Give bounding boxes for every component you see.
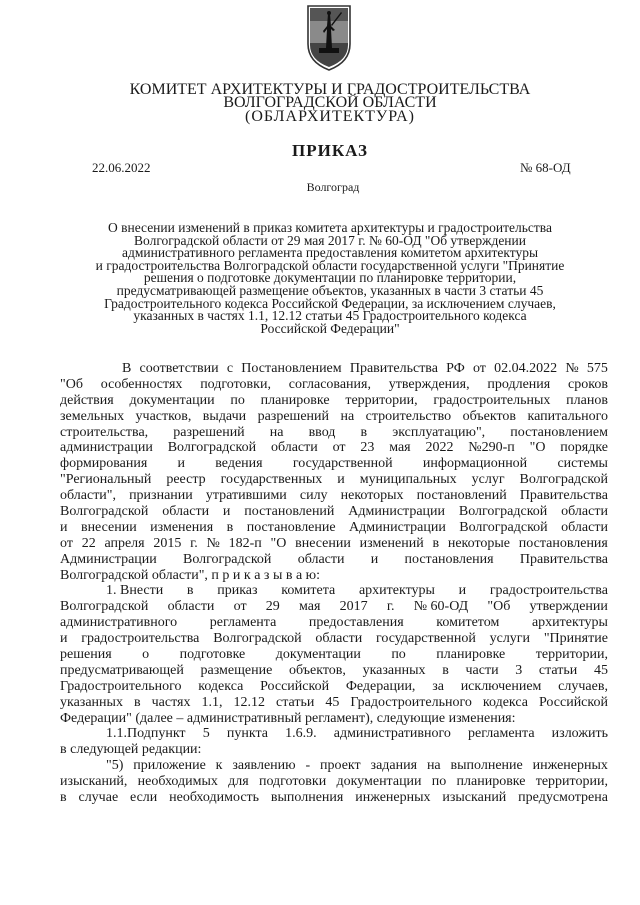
- body-word: изысканий,: [60, 774, 128, 790]
- body-word: Федерации" (далее – административный регламент), следующие изменения:: [60, 710, 516, 726]
- body-word: области: [270, 440, 318, 456]
- body-line: [60, 488, 608, 504]
- body-word: 2022: [425, 440, 454, 456]
- body-line: [60, 790, 608, 806]
- body-word: услуги: [489, 631, 531, 647]
- body-word: инженерных: [355, 790, 431, 806]
- body-line: [60, 377, 608, 393]
- body-word: постановлений: [244, 504, 335, 520]
- body-word: в следующей редакции:: [60, 742, 202, 758]
- body-word: Правительства: [519, 551, 608, 567]
- body-word: 2017: [339, 599, 368, 615]
- body-word: "Региональный: [60, 472, 152, 488]
- body-word: утверждения,: [388, 376, 470, 392]
- body-word: мая: [298, 599, 321, 615]
- body-word: градостроительных: [433, 392, 551, 408]
- body-line: [60, 393, 608, 409]
- body-word: администрации: [60, 440, 153, 456]
- body-word: изложить: [551, 726, 608, 742]
- subject-line: Градостроительного кодекса Российской Федерации, за исключением случаев,: [104, 295, 556, 311]
- body-word: подготовки,: [200, 376, 271, 392]
- body-word: 3: [515, 662, 523, 678]
- body-word: области: [561, 504, 608, 520]
- body-word: Правительства: [349, 361, 438, 376]
- body-word: статьи: [538, 662, 578, 678]
- body-word: постановления: [518, 535, 608, 551]
- body-word: и: [458, 583, 467, 599]
- body-word: архитектуры: [531, 615, 608, 631]
- document-title: ПРИКАЗ: [292, 141, 368, 160]
- body-word: изменений: [359, 535, 424, 551]
- body-line: [60, 583, 608, 599]
- body-word: от: [233, 599, 247, 615]
- body-word: к: [215, 758, 223, 774]
- body-word: от: [472, 361, 486, 376]
- body-word: Волгоградской: [519, 472, 608, 488]
- body-word: выполнения: [270, 790, 344, 806]
- body-word: случаев,: [558, 678, 608, 694]
- body-word: 02.04.2022: [494, 361, 558, 376]
- body-word: Администрации: [348, 504, 446, 520]
- order-number: № 68-ОД: [520, 160, 571, 175]
- body-word: "Принятие: [543, 631, 608, 647]
- body-word: информационной: [422, 456, 528, 472]
- body-word: внесении: [80, 519, 137, 535]
- body-word: мая: [389, 440, 411, 456]
- body-word: государственных: [220, 472, 323, 488]
- body-word: Волгоградской: [459, 519, 548, 535]
- body-word: проект: [320, 758, 361, 774]
- body-word: "Об: [60, 376, 83, 392]
- body-word: 1.6.9.: [285, 726, 317, 742]
- body-line: [60, 711, 608, 727]
- body-word: градостроительства: [489, 583, 608, 599]
- body-word: эксплуатацию",: [392, 424, 486, 440]
- body-word: услуг: [471, 472, 505, 488]
- body-line: [60, 742, 608, 758]
- body-word: 1.1.Подпункт: [106, 726, 186, 742]
- body-word: земельных: [60, 408, 125, 424]
- body-word: комитетом: [436, 615, 500, 631]
- body-word: Волгоградской: [213, 631, 302, 647]
- body-word: и: [222, 504, 231, 520]
- body-line: [60, 631, 608, 647]
- body-word: г.: [386, 599, 395, 615]
- body-word: г.: [190, 535, 198, 551]
- body-word: в: [60, 790, 67, 806]
- body-word: -: [305, 758, 311, 774]
- body-word: № 60-ОД: [413, 599, 469, 615]
- body-word: территории,: [345, 392, 418, 408]
- body-word: соответствии: [139, 361, 219, 376]
- body-word: изысканий: [442, 790, 507, 806]
- body-word: 182-п: [228, 535, 262, 551]
- body-word: 45: [593, 662, 608, 678]
- body-word: постановлений: [416, 488, 507, 504]
- body-word: некоторых: [340, 488, 404, 504]
- body-word: участков,: [135, 408, 192, 424]
- subject-line: предусматривающей размещение объектов, указанных в части 3 статьи 45: [116, 282, 544, 298]
- body-line: [60, 599, 608, 615]
- order-date: 22.06.2022: [92, 160, 151, 175]
- body-word: разрешений: [173, 424, 245, 440]
- body-word: В: [122, 361, 132, 376]
- committee-name-line2: ВОЛГОГРАДСКОЙ ОБЛАСТИ: [223, 94, 437, 111]
- body-word: объектов: [462, 408, 517, 424]
- body-word: статьи: [276, 694, 315, 710]
- body-word: по: [230, 392, 245, 408]
- body-word: постановление: [246, 519, 336, 535]
- body-word: Градостроительного: [350, 694, 472, 710]
- body-word: указанных: [362, 662, 426, 678]
- subject-line: и градостроительства Волгоградской области государственной услуги "Принятие: [95, 257, 565, 273]
- body-word: планировке: [260, 392, 330, 408]
- body-word: Федерации,: [345, 678, 416, 694]
- body-word: области: [297, 551, 345, 567]
- body-line: [60, 774, 608, 790]
- committee-abbreviation: (ОБЛАРХИТЕКТУРА): [244, 108, 415, 125]
- body-word: кодекса: [482, 694, 528, 710]
- body-line: [60, 695, 608, 711]
- body-word: Волгоградской: [183, 551, 272, 567]
- body-word: административного: [60, 615, 178, 631]
- body-word: кодекса: [198, 678, 244, 694]
- body-word: и: [177, 456, 186, 472]
- body-line: [60, 552, 608, 568]
- body-word: действия: [60, 392, 114, 408]
- body-word: в: [432, 535, 440, 551]
- body-line: [60, 504, 608, 520]
- body-line: [60, 536, 608, 552]
- body-word: предусматривающей: [60, 662, 184, 678]
- body-word: государственной: [376, 631, 476, 647]
- body-word: 12.12: [233, 694, 265, 710]
- body-word: 23: [360, 440, 375, 456]
- body-word: ведения: [215, 456, 263, 472]
- body-line: [60, 726, 608, 742]
- body-word: подготовке: [179, 647, 246, 663]
- body-word: случае: [78, 790, 119, 806]
- body-word: Администрации: [349, 519, 446, 535]
- body-word: о: [142, 647, 150, 663]
- order-subject: [60, 222, 600, 335]
- body-word: выдачи: [202, 408, 247, 424]
- body-word: сроков: [568, 376, 608, 392]
- body-word: 2015: [153, 535, 182, 551]
- body-word: "О: [270, 535, 287, 551]
- body-word: по: [391, 647, 406, 663]
- body-word: приказ: [217, 583, 258, 599]
- body-line: [60, 647, 608, 663]
- body-word: на: [340, 408, 355, 424]
- body-word: предоставления: [308, 615, 404, 631]
- body-word: выполнение: [450, 758, 523, 774]
- body-word: ввод: [308, 424, 336, 440]
- body-word: планировке: [436, 647, 506, 663]
- subject-line: решения о подготовке документации по планировке территории,: [143, 270, 517, 286]
- body-word: Волгоградской: [167, 440, 257, 456]
- body-word: муниципальных: [359, 472, 457, 488]
- body-word: утверждении: [529, 599, 608, 615]
- body-word: регламента: [209, 615, 277, 631]
- body-word: в: [442, 662, 449, 678]
- body-word: 575: [586, 361, 608, 376]
- body-word: строительство: [365, 408, 452, 424]
- subject-line: Российской Федерации": [260, 320, 400, 336]
- body-word: комитета: [281, 583, 336, 599]
- body-word: силу: [299, 488, 328, 504]
- body-line: [60, 758, 608, 774]
- body-line: [60, 520, 608, 536]
- body-word: исключением: [460, 678, 542, 694]
- body-word: 45: [325, 694, 340, 710]
- body-word: на: [269, 424, 284, 440]
- body-word: и: [337, 472, 345, 488]
- body-word: некоторые: [447, 535, 511, 551]
- body-word: решения: [60, 647, 112, 663]
- body-word: планов: [566, 392, 608, 408]
- body-word: и: [60, 519, 68, 535]
- body-word: согласования,: [288, 376, 371, 392]
- body-line: [60, 361, 608, 377]
- body-word: реестр: [166, 472, 206, 488]
- body-word: 1. Внести: [106, 583, 164, 599]
- body-word: изменения: [150, 519, 214, 535]
- body-word: от: [332, 440, 346, 456]
- body-word: объектов,: [289, 662, 346, 678]
- body-word: в: [360, 424, 368, 440]
- body-line: [60, 472, 608, 488]
- body-word: 5: [202, 726, 210, 742]
- body-word: пункта: [226, 726, 268, 742]
- body-word: Волгоградской области", п р и к а з ы в а ю:: [60, 567, 321, 583]
- body-word: за: [432, 678, 444, 694]
- body-word: 22: [81, 535, 96, 551]
- body-word: утратившими: [205, 488, 287, 504]
- body-word: необходимых: [137, 774, 218, 790]
- body-word: в: [226, 519, 234, 535]
- body-word: внесении: [295, 535, 351, 551]
- body-word: заявлению: [232, 758, 296, 774]
- body-word: в: [186, 583, 194, 599]
- body-line: [60, 425, 608, 441]
- body-word: документации: [336, 774, 422, 790]
- body-word: Волгоградской: [60, 504, 149, 520]
- body-word: приложение: [133, 758, 206, 774]
- body-word: разрешений: [257, 408, 330, 424]
- body-word: частях: [151, 694, 191, 710]
- body-word: в: [133, 694, 141, 710]
- body-line: [60, 663, 608, 679]
- subject-line: административного регламента предоставления комитетом архитектуры: [121, 245, 539, 261]
- body-line: [60, 568, 608, 584]
- body-word: системы: [557, 456, 608, 472]
- body-word: и: [370, 551, 379, 567]
- body-word: Администрации: [60, 551, 157, 567]
- body-word: Российской: [260, 678, 330, 694]
- body-word: государственной: [292, 456, 393, 472]
- body-word: №290-п: [468, 440, 515, 456]
- body-word: строительства,: [60, 424, 149, 440]
- body-word: постановления: [404, 551, 494, 567]
- body-word: указанных: [60, 694, 123, 710]
- body-word: для: [228, 774, 249, 790]
- body-word: регламента: [468, 726, 535, 742]
- body-word: документации: [275, 647, 361, 663]
- body-word: с: [226, 361, 234, 376]
- body-word: "5): [106, 758, 124, 774]
- subject-line: Волгоградской области от 29 мая 2017 г. № 60-ОД "Об утверждении: [134, 232, 526, 248]
- body-word: №: [565, 361, 579, 376]
- body-word: области",: [60, 488, 117, 504]
- body-word: подготовки: [258, 774, 327, 790]
- body-word: РФ: [446, 361, 465, 376]
- order-body: [60, 361, 608, 806]
- volgograd-emblem-icon: [305, 4, 353, 72]
- body-word: области: [162, 504, 210, 520]
- body-word: области: [315, 631, 363, 647]
- body-word: 29: [265, 599, 280, 615]
- body-word: предусмотрена: [518, 790, 608, 806]
- body-word: продления: [487, 376, 551, 392]
- body-word: Российской: [538, 694, 608, 710]
- body-word: капитального: [527, 408, 608, 424]
- body-word: на: [426, 758, 441, 774]
- body-word: области: [561, 519, 608, 535]
- body-word: если: [130, 790, 158, 806]
- order-city: Волгоград: [306, 180, 360, 194]
- body-word: территории,: [535, 647, 608, 663]
- body-line: [60, 440, 608, 456]
- body-word: 1.1,: [201, 694, 223, 710]
- body-word: "Об: [487, 599, 511, 615]
- body-word: инженерных: [532, 758, 608, 774]
- body-word: области: [167, 599, 215, 615]
- body-word: планировке: [456, 774, 526, 790]
- subject-line: указанных в частях 1.1, 12.12 статьи 45 Градостроительного кодекса: [133, 308, 527, 324]
- body-word: задания: [370, 758, 418, 774]
- body-word: постановлением: [510, 424, 608, 440]
- body-word: Градостроительного: [60, 678, 182, 694]
- body-word: административного: [333, 726, 451, 742]
- body-word: архитектуры: [358, 583, 435, 599]
- body-word: размещение: [200, 662, 273, 678]
- body-word: градостроительства: [81, 631, 200, 647]
- body-line: [60, 456, 608, 472]
- body-word: формирования: [60, 456, 148, 472]
- body-line: [60, 409, 608, 425]
- body-word: территории,: [535, 774, 608, 790]
- body-line: [60, 679, 608, 695]
- body-word: необходимость: [169, 790, 260, 806]
- body-word: Правительства: [519, 488, 608, 504]
- body-word: особенностях: [100, 376, 183, 392]
- committee-name-line1: КОМИТЕТ АРХИТЕКТУРЫ И ГРАДОСТРОИТЕЛЬСТВА: [129, 81, 531, 98]
- body-word: признании: [129, 488, 193, 504]
- body-word: апреля: [104, 535, 145, 551]
- body-word: Постановлением: [241, 361, 342, 376]
- body-word: и: [60, 631, 68, 647]
- body-word: порядке: [560, 440, 608, 456]
- body-word: документации: [129, 392, 215, 408]
- body-word: части: [465, 662, 499, 678]
- body-word: от: [60, 535, 73, 551]
- body-word: "О: [529, 440, 546, 456]
- subject-line: О внесении изменений в приказ комитета архитектуры и градостроительства: [107, 220, 552, 235]
- body-word: по: [431, 774, 447, 790]
- body-word: Волгоградской: [60, 599, 149, 615]
- body-word: №: [206, 535, 220, 551]
- body-word: Волгоградской: [458, 504, 548, 520]
- body-line: [60, 615, 608, 631]
